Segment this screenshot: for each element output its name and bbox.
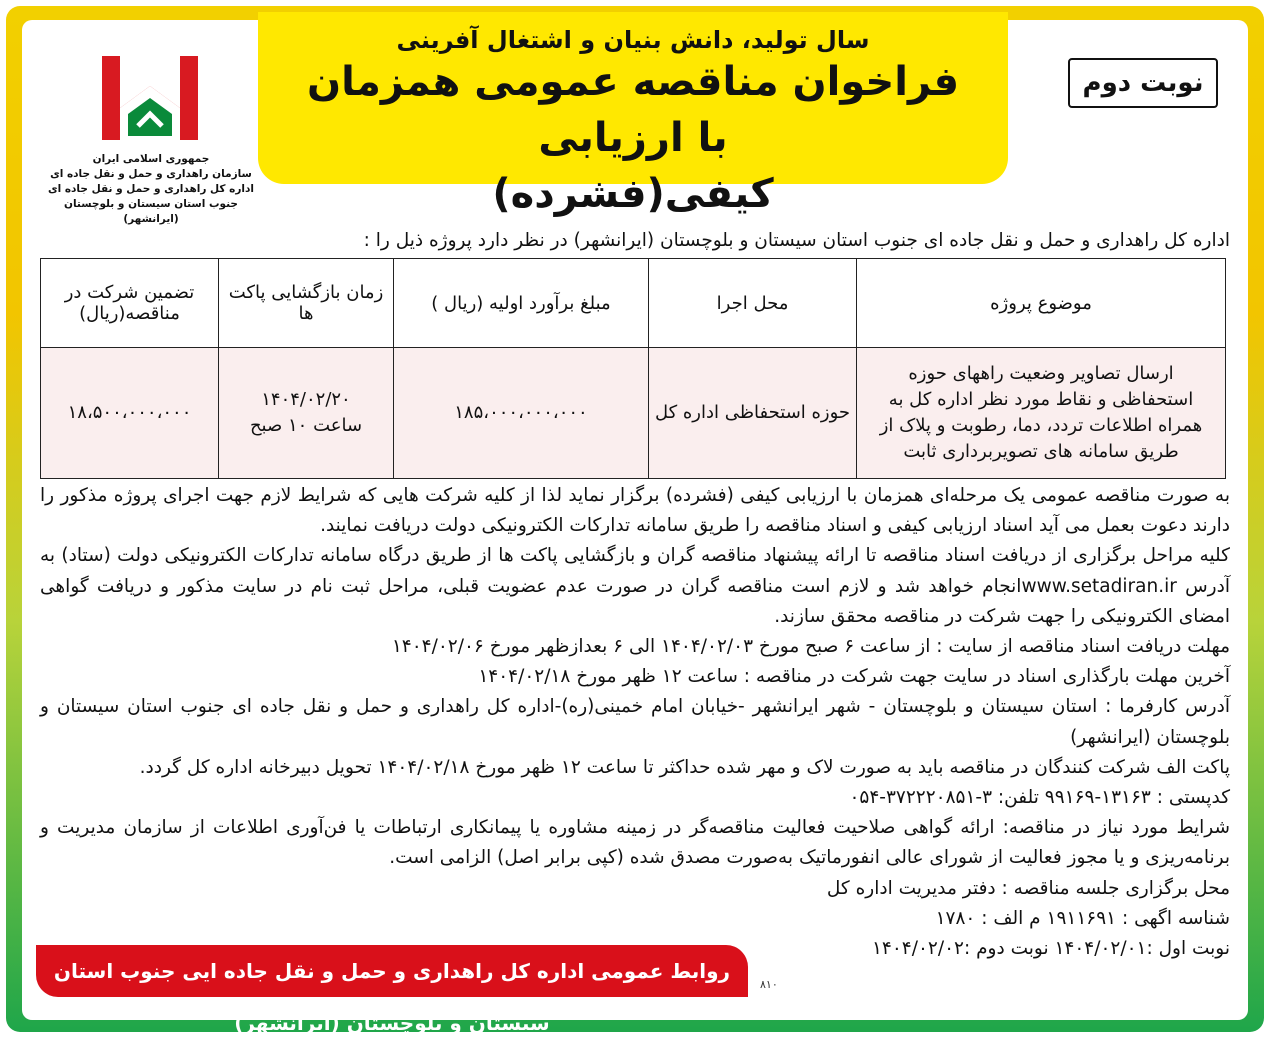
project-table <box>40 258 1226 479</box>
paragraph: کدپستی : ۱۳۱۶۳-۹۹۱۶۹ تلفن: ۳-۳۷۲۲۲۰۸۵۱-۰۵۴ <box>849 787 1230 809</box>
org-line: جنوب استان سیستان و بلوچستان (ایرانشهر) <box>64 198 238 225</box>
opening-date: ۱۴۰۴/۰۲/۲۰ <box>261 389 351 410</box>
title-block <box>258 12 1008 217</box>
org-line: سازمان راهداری و حمل و نقل جاده ای <box>50 168 252 180</box>
table-header-row <box>41 259 1226 348</box>
header-location: محل اجرا <box>649 259 857 348</box>
cell-estimate: ۱۸۵،۰۰۰،۰۰۰،۰۰۰ <box>394 348 649 479</box>
paragraph: شرایط مورد نیاز در مناقصه: ارائه گواهی صلاحیت فعالیت مناقصه‌گر در زمینه مشاوره یا پیمانکاری ارتباطات یا فن‌آوری اطلاعات از سازمان مدیریت و برنامه‌ریزی و یا مجوز فعالیت از شورای عالی انفورماتیک به‌صورت مصدق شده (کپی برابر اصل) الزامی است. <box>40 817 1230 869</box>
paragraph: شناسه اگهی : ۱۹۱۱۶۹۱ م الف : ۱۷۸۰ <box>935 907 1230 929</box>
cell-opening <box>219 348 394 479</box>
table-row <box>41 348 1226 479</box>
intro-text: اداره کل راهداری و حمل و نقل جاده ای جنوب استان سیستان و بلوچستان (ایرانشهر) در نظر دارد پروژه ذیل را : <box>363 230 1230 251</box>
paragraph: نوبت اول :۱۴۰۴/۰۲/۰۱ نوبت دوم :۱۴۰۴/۰۲/۰۲ <box>872 938 1230 960</box>
organization-name <box>40 152 262 227</box>
slogan: سال تولید، دانش بنیان و اشتغال آفرینی <box>396 26 870 54</box>
header-estimate: مبلغ برآورد اولیه (ریال ) <box>394 259 649 348</box>
ad-code: ۸۱۰ <box>760 978 778 991</box>
paragraph: محل برگزاری جلسه مناقصه : دفتر مدیریت اداره کل <box>826 877 1230 899</box>
header-guarantee: تضمین شرکت در مناقصه(ریال) <box>41 259 219 348</box>
ad-body <box>40 481 1230 964</box>
ad-title-line1: فراخوان مناقصه عمومی همزمان با ارزیابی <box>306 59 960 161</box>
paragraph: مهلت دریافت اسناد مناقصه از سایت : از ساعت ۶ صبح مورخ ۱۴۰۴/۰۲/۰۳ الی ۶ بعدازظهر مورخ ۱۴۰۴/۰۲/۰۶ <box>391 636 1230 658</box>
paragraph: آخرین مهلت بارگذاری اسناد در سایت جهت شرکت در مناقصه : ساعت ۱۲ ظهر مورخ ۱۴۰۴/۰۲/۱۸ <box>478 666 1230 688</box>
header-opening: زمان بازگشایی پاکت ها <box>219 259 394 348</box>
org-line: اداره کل راهداری و حمل و نقل جاده ای <box>47 183 255 195</box>
ad-title-line2: کیفی(فشرده) <box>492 171 774 217</box>
paragraph: آدرس کارفرما : استان سیستان و بلوچستان - شهر ایرانشهر -خیابان امام خمینی(ره)-اداره کل راهداری و حمل و نقل جاده ای جنوب استان سیستان و بلوچستان (ایرانشهر) <box>40 696 1230 748</box>
paragraph: پاکت الف شرکت کنندگان در مناقصه باید به صورت لاک و مهر شده حداکثر تا ساعت ۱۲ ظهر مورخ ۱۴۰۴/۰۲/۱۸ تحویل دبیرخانه اداره کل گردد. <box>139 756 1230 778</box>
cell-guarantee: ۱۸،۵۰۰،۰۰۰،۰۰۰ <box>41 348 219 479</box>
organization-logo-icon <box>98 48 202 148</box>
org-line: جمهوری اسلامی ایران <box>92 153 210 165</box>
cell-subject: ارسال تصاویر وضعیت راههای حوزه استحفاظی و نقاط مورد نظر اداره کل به همراه اطلاعات تردد، دما، رطوبت و پلاک از طریق سامانه های تصویربرداری ثابت <box>857 348 1226 479</box>
paragraph <box>40 541 1230 632</box>
opening-time: ساعت ۱۰ صبح <box>249 415 363 436</box>
setad-link[interactable]: www.setadiran.ir <box>1021 575 1177 597</box>
paragraph-text: انجام خواهد شد و لازم است مناقصه گران در صورت عدم عضویت قبلی، مراحل ثبت نام در سایت مذکور و دریافت گواهی امضای الکترونیکی را جهت شرکت در مناقصه محقق سازند. <box>40 575 1230 627</box>
paragraph-text: کلیه مراحل برگزاری از دریافت اسناد مناقصه تا ارائه پیشنهاد مناقصه گران و بازگشایی پاکت ها از طریق درگاه سامانه تدارکات الکترونیکی دولت (ستاد) به آدرس <box>40 545 1230 597</box>
round-badge: نوبت دوم <box>1068 58 1218 108</box>
paragraph: به صورت مناقصه عمومی یک مرحله‌ای همزمان با ارزیابی کیفی (فشرده) برگزار نماید لذا از کلیه شرکت هایی که شرایط لازم جهت اجرای پروژه مذکور را دارند دعوت بعمل می آید اسناد ارزیابی کیفی و اسناد مناقصه را طریق سامانه تدارکات الکترونیکی دولت دریافت نمایند. <box>40 485 1230 537</box>
public-relations-banner: روابط عمومی اداره کل راهداری و حمل و نقل جاده ایی جنوب استان سیستان و بلوچستان (ایرانشهر) <box>36 945 748 997</box>
header-subject: موضوع پروژه <box>857 259 1226 348</box>
cell-location: حوزه استحفاظی اداره کل <box>649 348 857 479</box>
